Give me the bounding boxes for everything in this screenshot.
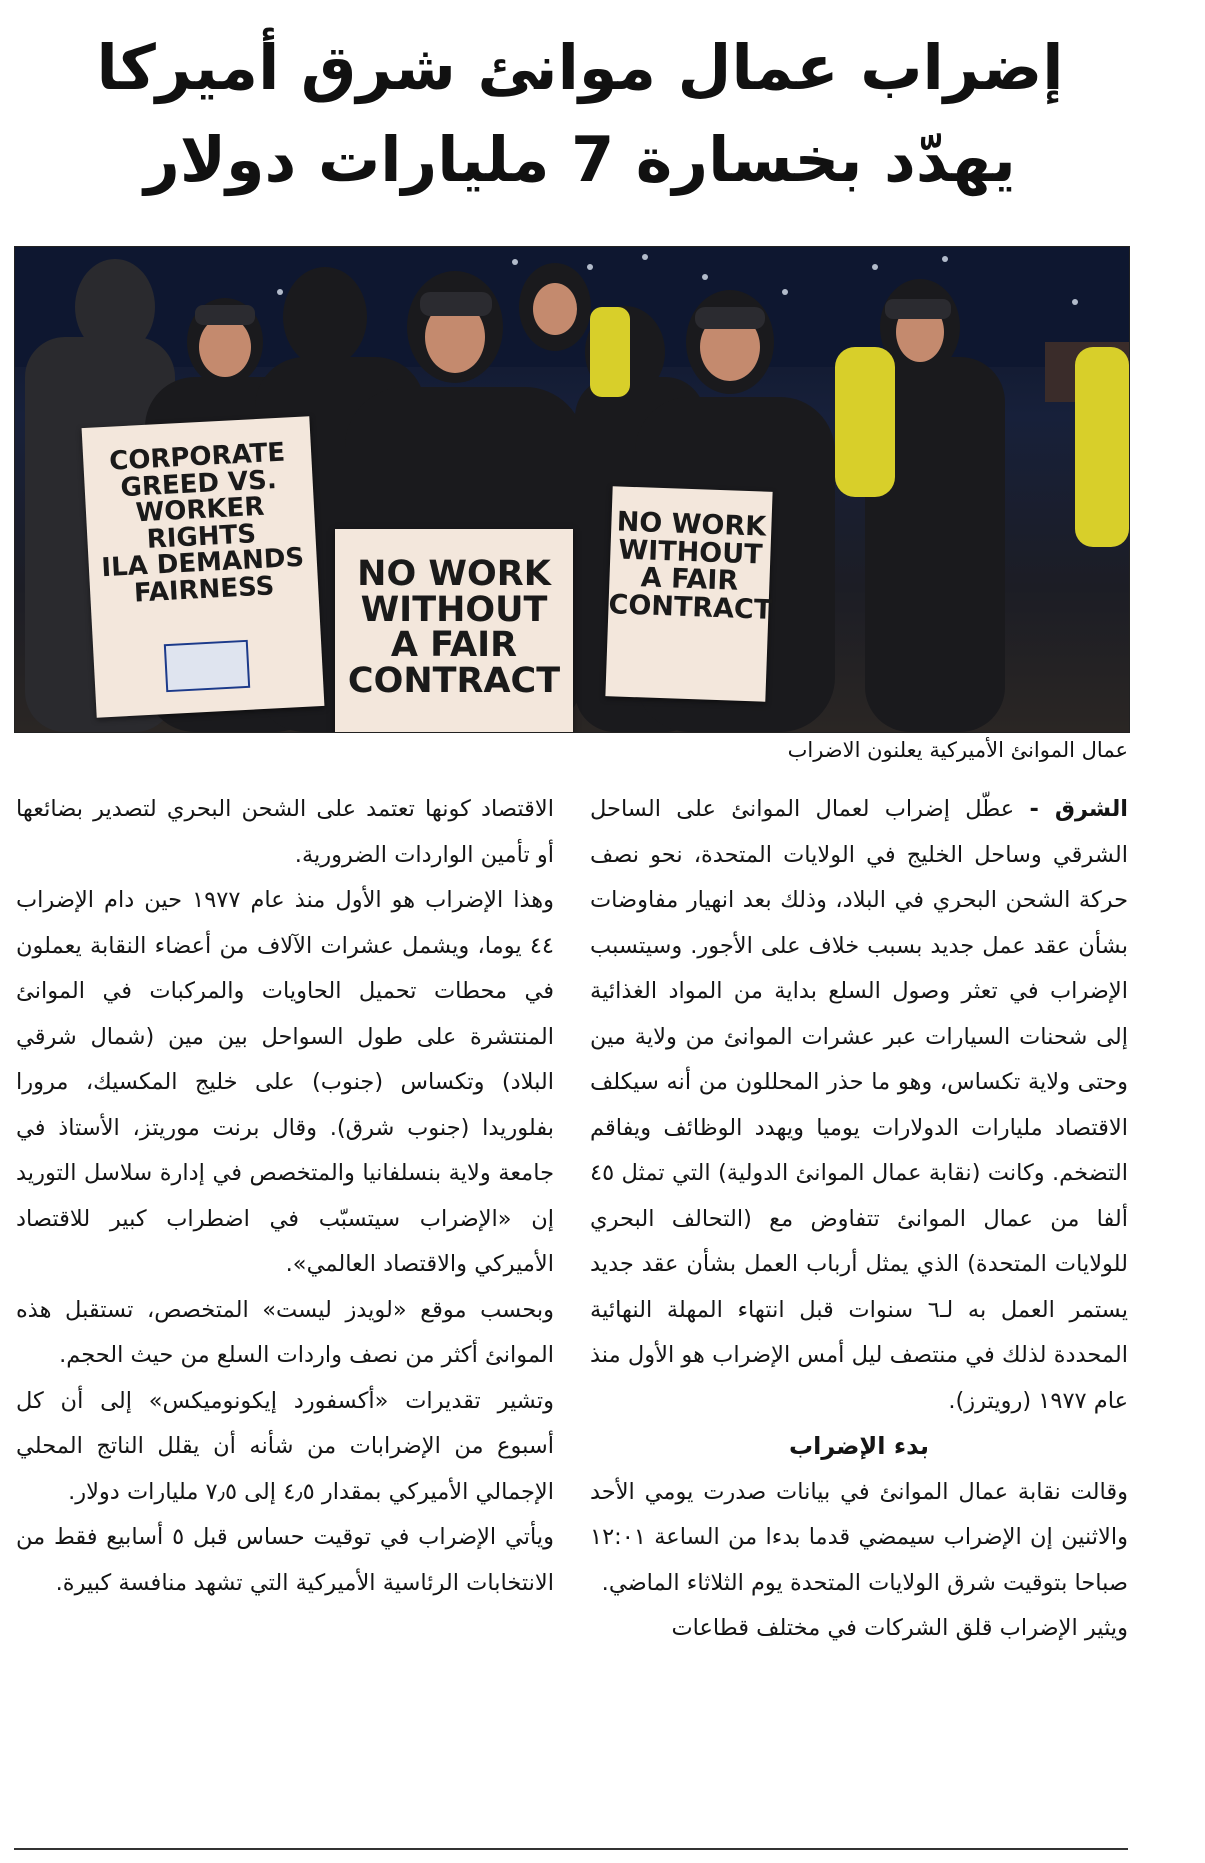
article-paragraph: ويأتي الإضراب في توقيت حساس قبل ٥ أسابيع فقط من الانتخابات الرئاسية الأميركية التي تشهد منافسة كبيرة. [16, 1524, 554, 1596]
news-photo [14, 246, 1130, 733]
protest-sign-corporate-greed: CORPORATE GREED VS. WORKER RIGHTS ILA DEMANDS FAIRNESS [82, 416, 325, 718]
headline-line-1: إضراب عمال موانئ شرق أميركا [96, 31, 1064, 104]
article-paragraph: وهذا الإضراب هو الأول منذ عام ١٩٧٧ حين دام الإضراب ٤٤ يوما، ويشمل عشرات الآلاف من أعضاء النقابة يعملون في محطات تحميل الحاويات والمركبات في الموانئ المنتشرة على طول السواحل بين مين (شمال شرقي البلاد) وتكساس (جنوب) على خليج المكسيك، مرورا بفلوريدا (جنوب شرق). وقال برنت موريتز، الأستاذ في جامعة ولاية بنسلفانيا والمتخصص في إدارة سلاسل التوريد إن «الإضراب سيتسبّب في اضطراب كبير للاقتصاد الأميركي والاقتصاد العالمي». [16, 887, 554, 1277]
headline [30, 22, 1130, 206]
article-paragraph: ويثير الإضراب قلق الشركات في مختلف قطاعات [671, 1615, 1128, 1641]
article-paragraph: وقالت نقابة عمال الموانئ في بيانات صدرت يومي الأحد والاثنين إن الإضراب سيمضي قدما بدءا من الساعة ١٢:٠١ صباحا بتوقيت شرق الولايات المتحدة يوم الثلاثاء الماضي. [590, 1478, 1128, 1596]
article-paragraph: وتشير تقديرات «أكسفورد إيكونوميكس» إلى أن كل أسبوع من الإضرابات من شأنه أن يقلل الناتج المحلي الإجمالي الأميركي بمقدار ٤٫٥ إلى ٧٫٥ مليارات دولار. [16, 1387, 554, 1505]
protest-sign-no-work-right: NO WORK WITHOUT A FAIR CONTRACT [605, 486, 772, 701]
bottom-divider [14, 1848, 1128, 1850]
protest-sign-no-work-center: NO WORK WITHOUT A FAIR CONTRACT [335, 529, 573, 733]
paragraph-text: عطّل إضراب لعمال الموانئ على الساحل الشرقي وساحل الخليج في الولايات المتحدة، نحو نصف حركة الشحن البحري في البلاد، وذلك بعد انهيار مفاوضات بشأن عقد عمل جديد بسبب خلاف على الأجور. وسيتسبب الإضراب في تعثر وصول السلع بداية من المواد الغذائية إلى شحنات السيارات عبر عشرات الموانئ من ولاية مين وحتى ولاية تكساس، وهو ما حذر المحللون من أنه سيكلف الاقتصاد مليارات الدولارات يوميا ويهدد الوظائف ويفاقم التضخم. وكانت (نقابة عمال الموانئ الدولية) التي تمثل ٤٥ ألفا من عمال الموانئ تتفاوض مع (التحالف البحري للولايات المتحدة) الذي يمثل أرباب العمل بشأن عقد جديد يستمر العمل به لـ٦ سنوات قبل انتهاء المهلة النهائية المحددة لذلك في منتصف ليل أمس الإضراب هو الأول منذ عام ١٩٧٧ (رويترز). [590, 796, 1128, 1414]
article-column-left [16, 787, 554, 1606]
photo-caption: عمال الموانئ الأميركية يعلنون الاضراب [787, 738, 1128, 762]
subheading: بدء الإضراب [788, 1432, 930, 1460]
article-paragraph [590, 787, 1128, 1424]
article-paragraph: وبحسب موقع «لويدز ليست» المتخصص، تستقبل هذه الموانئ أكثر من نصف واردات السلع من حيث الحجم. [16, 1296, 554, 1368]
ila-logo [164, 640, 250, 692]
headline-line-2: يهدّد بخسارة 7 مليارات دولار [144, 123, 1016, 196]
article-column-right [590, 787, 1128, 1652]
article-paragraph: الاقتصاد كونها تعتمد على الشحن البحري لتصدير بضائعها أو تأمين الواردات الضرورية. [16, 796, 554, 868]
dateline: الشرق - [1029, 796, 1128, 822]
